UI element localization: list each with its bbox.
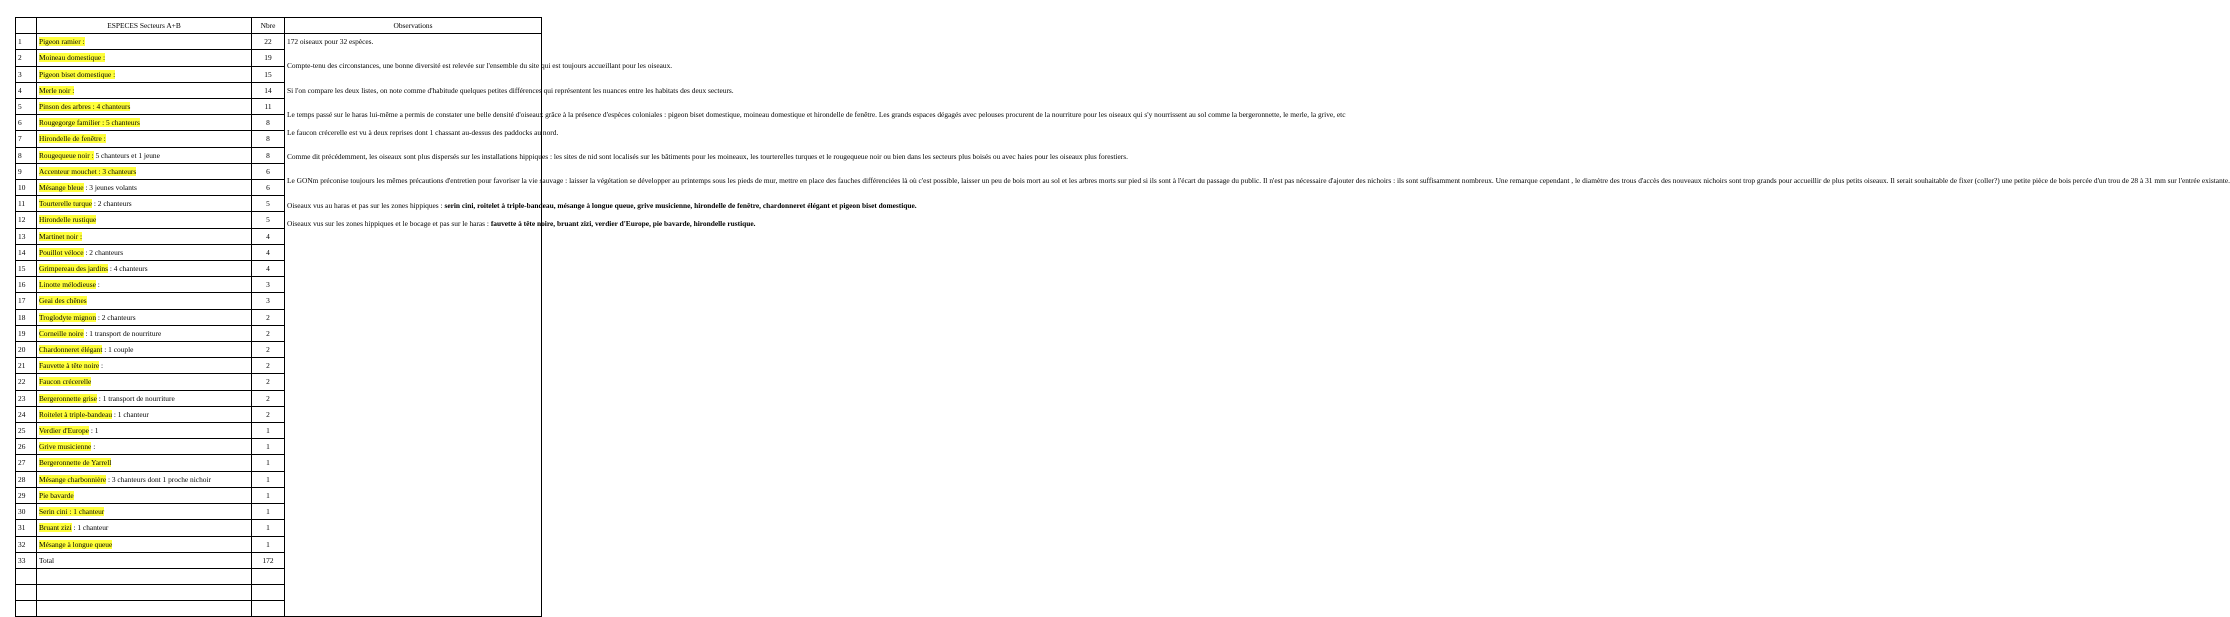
row-number: 1: [16, 34, 37, 50]
species-count: 2: [252, 309, 285, 325]
species-name: Chardonneret élégant: [39, 345, 103, 355]
species-note: : 1 chanteur: [71, 523, 109, 533]
obs-haras-only-list: serin cini, roitelet à triple-bandeau, mésange à longue queue, grive musicienne, hirondelle de fenêtre, chardonneret élégant et pigeon biset domestique.: [444, 200, 917, 210]
species-count: 2: [252, 325, 285, 341]
species-note: : 1 transport de nourriture: [83, 328, 162, 338]
species-count: 172: [252, 552, 285, 568]
species-name: Verdier d'Europe: [39, 426, 89, 436]
species-count: 6: [252, 163, 285, 179]
species-name: Pigeon ramier :: [39, 37, 85, 47]
row-number: 17: [16, 293, 37, 309]
species-cell: [37, 423, 252, 439]
species-count: 1: [252, 487, 285, 503]
species-count: 2: [252, 406, 285, 422]
row-number: 7: [16, 131, 37, 147]
species-name: Hirondelle rustique: [39, 215, 97, 225]
row-number: 6: [16, 115, 37, 131]
empty-cell: [252, 585, 285, 601]
species-count: 1: [252, 471, 285, 487]
species-count: 6: [252, 180, 285, 196]
species-cell: [37, 131, 252, 147]
species-count: 3: [252, 293, 285, 309]
species-note: :: [99, 361, 104, 371]
row-number: 22: [16, 374, 37, 390]
empty-cell: [252, 601, 285, 617]
species-name: Mésange charbonnière: [39, 474, 107, 484]
species-count: 1: [252, 455, 285, 471]
empty-cell: [37, 601, 252, 617]
row-number: 20: [16, 342, 37, 358]
species-name: Grimpereau des jardins: [39, 264, 108, 274]
species-note: : 1: [88, 426, 99, 436]
header-species: ESPECES Secteurs A+B: [37, 18, 252, 34]
empty-cell: [16, 568, 37, 584]
row-number: 4: [16, 82, 37, 98]
species-count: 5: [252, 196, 285, 212]
species-name: Pie bavarde: [39, 490, 74, 500]
species-count: 2: [252, 374, 285, 390]
row-number: 28: [16, 471, 37, 487]
species-name: Corneille noire: [39, 328, 84, 338]
species-count: 1: [252, 423, 285, 439]
row-number: 26: [16, 439, 37, 455]
empty-cell: [252, 568, 285, 584]
row-number: 10: [16, 180, 37, 196]
species-name: Tourterelle turque: [39, 199, 93, 209]
species-cell: [37, 552, 252, 568]
species-count: 14: [252, 82, 285, 98]
species-note: : 3 chanteurs dont 1 proche nichoir: [106, 474, 211, 484]
species-name: Faucon crécerelle: [39, 377, 92, 387]
species-name: Rougequeue noir :: [39, 150, 94, 160]
species-name: Moineau domestique :: [39, 53, 106, 63]
species-cell: [37, 244, 252, 260]
obs-faucon: Le faucon crécerelle est vu à deux reprises dont 1 chassant au-dessus des paddocks au nord.: [287, 128, 559, 138]
species-name: Accenteur mouchet : 3 chanteurs: [39, 166, 137, 176]
species-cell: [37, 50, 252, 66]
empty-cell: [37, 568, 252, 584]
species-count: 8: [252, 131, 285, 147]
species-cell: [37, 325, 252, 341]
header-count: Nbre: [252, 18, 285, 34]
observations-text: [287, 34, 2230, 231]
species-cell: [37, 374, 252, 390]
species-name: Hirondelle de fenêtre :: [39, 134, 106, 144]
table-header-row: [16, 18, 542, 34]
species-count: 2: [252, 390, 285, 406]
species-cell: [37, 163, 252, 179]
species-cell: [37, 390, 252, 406]
species-name: Merle noir :: [39, 85, 75, 95]
obs-hippique-only-intro: Oiseaux vus sur les zones hippiques et le bocage et pas sur le haras :: [287, 218, 491, 228]
empty-cell: [16, 585, 37, 601]
species-count: 5: [252, 212, 285, 228]
species-count: 2: [252, 358, 285, 374]
observations-cell: [285, 34, 2230, 617]
empty-cell: [16, 601, 37, 617]
obs-dispersion: Comme dit précédemment, les oiseaux sont plus dispersés sur les installations hippiques : les sites de nid sont localisés sur les bâtiments pour les moineaux, les tourterelles turques et le rougequeue noir ou bien dans les secteurs plus boisés ou avec haies pour les oiseaux plus forestiers.: [287, 152, 1128, 162]
row-number: 23: [16, 390, 37, 406]
species-note: : 2 chanteurs: [83, 247, 124, 257]
species-note: : 2 chanteurs: [92, 199, 132, 209]
obs-hippique-only: [287, 216, 756, 231]
species-note: :: [95, 280, 100, 290]
species-name: Fauvette à tête noire: [39, 361, 100, 371]
species-count: 4: [252, 261, 285, 277]
obs-hippique-only-list: fauvette à tête noire, bruant zizi, verdier d'Europe, pie bavarde, hirondelle rustique.: [490, 218, 756, 228]
row-number: 11: [16, 196, 37, 212]
row-number: 8: [16, 147, 37, 163]
species-cell: [37, 34, 252, 50]
species-count: 8: [252, 115, 285, 131]
species-name: Pouillot véloce: [39, 247, 84, 257]
species-count: 1: [252, 520, 285, 536]
species-cell: [37, 487, 252, 503]
species-cell: [37, 147, 252, 163]
row-number: 2: [16, 50, 37, 66]
row-number: 3: [16, 66, 37, 82]
row-number: 27: [16, 455, 37, 471]
species-count: 15: [252, 66, 285, 82]
species-name: Bergeronnette de Yarrell: [39, 458, 112, 468]
species-cell: [37, 439, 252, 455]
row-number: 32: [16, 536, 37, 552]
row-number: 29: [16, 487, 37, 503]
species-note: : 2 chanteurs: [96, 312, 136, 322]
species-name: Mésange à longue queue: [39, 539, 113, 549]
species-cell: [37, 293, 252, 309]
species-name: Roitelet à triple-bandeau: [39, 409, 113, 419]
row-number: 21: [16, 358, 37, 374]
species-note: : 3 jeunes volants: [83, 183, 137, 193]
species-cell: [37, 504, 252, 520]
species-name: Linotte mélodieuse: [39, 280, 96, 290]
row-number: 33: [16, 552, 37, 568]
species-cell: [37, 261, 252, 277]
species-name: Rougegorge familier : 5 chanteurs: [39, 118, 140, 128]
species-cell: [37, 471, 252, 487]
species-note: : 1 chanteur: [112, 409, 149, 419]
species-count: 22: [252, 34, 285, 50]
row-number: 13: [16, 228, 37, 244]
row-number: 5: [16, 99, 37, 115]
row-number: 14: [16, 244, 37, 260]
species-name: Bergeronnette grise: [39, 393, 97, 403]
row-number: 18: [16, 309, 37, 325]
species-count: 4: [252, 228, 285, 244]
species-cell: [37, 342, 252, 358]
row-number: 30: [16, 504, 37, 520]
species-cell: [37, 66, 252, 82]
species-count: 4: [252, 244, 285, 260]
species-note: : 1 transport de nourriture: [96, 393, 175, 403]
species-count: 8: [252, 147, 285, 163]
species-count: 1: [252, 439, 285, 455]
species-count: 2: [252, 342, 285, 358]
obs-haras-only-intro: Oiseaux vus au haras et pas sur les zones hippiques :: [287, 200, 445, 210]
species-name: Martinet noir :: [39, 231, 83, 241]
obs-diversity: Compte-tenu des circonstances, une bonne diversité est relevée sur l'ensemble du site qui est toujours accueillant pour les oiseaux.: [287, 61, 673, 71]
header-number: [16, 18, 37, 34]
row-number: 9: [16, 163, 37, 179]
species-name: Pigeon biset domestique :: [39, 69, 116, 79]
species-cell: [37, 277, 252, 293]
species-name: Pinson des arbres : 4 chanteurs: [39, 102, 131, 112]
obs-haras: Le temps passé sur le haras lui-même a permis de constater une belle densité d'oiseaux grâce à la présence d'espèces coloniales : pigeon biset domestique, moineau domestique et hirondelle de fenêtre. Les grands espaces dégagés avec pelouses procurent de la nourriture pour les oiseaux qui s'y nourrissent au sol comme la bergeronnette, le merle, la grive, etc: [287, 109, 1346, 119]
species-note: Total: [39, 555, 55, 565]
species-name: Geai des chênes: [39, 296, 87, 306]
species-cell: [37, 520, 252, 536]
species-name: Troglodyte mignon: [39, 312, 97, 322]
species-table: [15, 17, 2230, 617]
row-number: 12: [16, 212, 37, 228]
obs-summary: 172 oiseaux pour 32 espèces.: [287, 37, 374, 47]
species-cell: [37, 309, 252, 325]
species-cell: [37, 536, 252, 552]
species-cell: [37, 115, 252, 131]
row-number: 16: [16, 277, 37, 293]
species-cell: [37, 99, 252, 115]
species-name: Mésange bleue: [39, 183, 84, 193]
empty-cell: [37, 585, 252, 601]
obs-haras-only: [287, 198, 917, 213]
species-cell: [37, 455, 252, 471]
table-row: [16, 34, 542, 50]
species-name: Grive musicienne: [39, 442, 92, 452]
species-cell: [37, 212, 252, 228]
species-count: 19: [252, 50, 285, 66]
species-cell: [37, 82, 252, 98]
species-cell: [37, 196, 252, 212]
row-number: 31: [16, 520, 37, 536]
species-name: Bruant zizi: [39, 523, 72, 533]
species-note: : 1 couple: [102, 345, 134, 355]
row-number: 24: [16, 406, 37, 422]
row-number: 19: [16, 325, 37, 341]
species-count: 11: [252, 99, 285, 115]
species-note: : 4 chanteurs: [107, 264, 148, 274]
species-name: Serin cini : 1 chanteur: [39, 507, 105, 517]
species-cell: [37, 228, 252, 244]
obs-comparison: Si l'on compare les deux listes, on note comme d'habitude quelques petites différences qui représentent les nuances entre les habitats des deux secteurs.: [287, 85, 734, 95]
species-count: 1: [252, 536, 285, 552]
species-cell: [37, 180, 252, 196]
species-cell: [37, 406, 252, 422]
species-note: :: [91, 442, 96, 452]
species-cell: [37, 358, 252, 374]
species-count: 1: [252, 504, 285, 520]
header-observations: Observations: [285, 18, 542, 34]
species-note: 5 chanteurs et 1 jeune: [93, 150, 160, 160]
row-number: 25: [16, 423, 37, 439]
row-number: 15: [16, 261, 37, 277]
obs-recommendations: Le GONm préconise toujours les mêmes précautions d'entretien pour favoriser la vie sauvage : laisser la végétation se développer au printemps sous les pieds de mur, mettre en place des fauches différenciées là où c'est possible, laisser un peu de bois mort au sol et les arbres morts sur pied si ils sont à l'écart du passage du public. Il n'est pas nécessaire d'ajouter des nichoirs : ils sont suffisamment nombreux. Une remarque cependant , le diamètre des trous d'accès des nouveaux nichoirs sont trop grands pour accueillir de plus petits oiseaux. Il serait souhaitable de fixer (coller?) une petite pièce de bois percée d'un trou de 28 à 31 mm sur l'entrée existante.: [287, 176, 2230, 186]
species-count: 3: [252, 277, 285, 293]
